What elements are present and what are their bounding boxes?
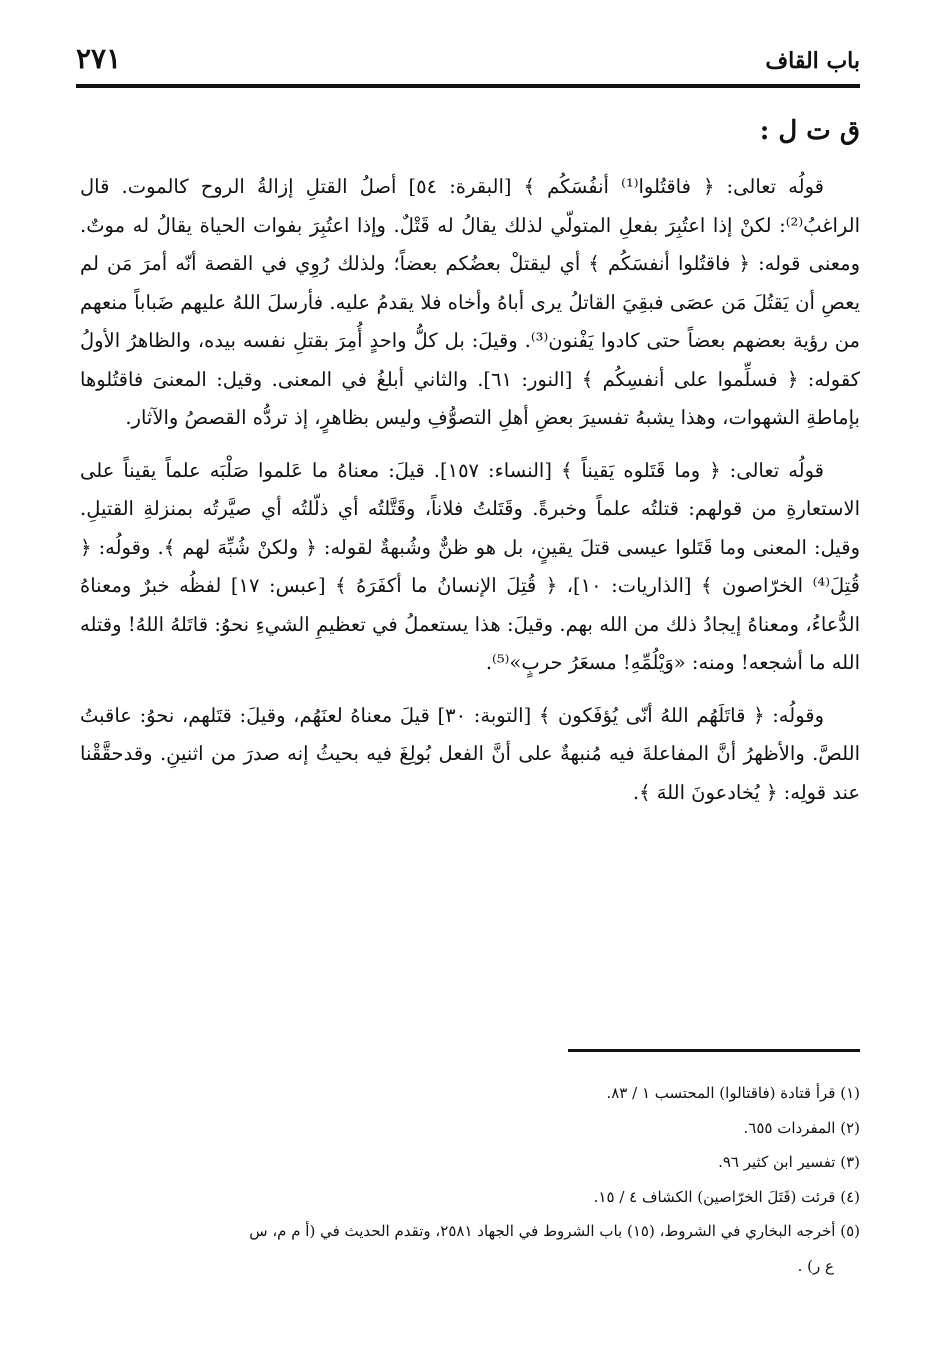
- footnote-3: (٣) تفسير ابن كثير ٩٦.: [718, 1153, 860, 1171]
- main-text: [80, 168, 860, 826]
- footnotes: [80, 1076, 860, 1283]
- paragraph-2-text: قولُه تعالى: ﴿ وما قَتَلوه يَقيناً ﴾ [النساء: ١٥٧]. قيلَ: معناهُ ما عَلموا صَلْبَه علماً يقيناً على الاستعارةِ من قولهم: قتلتُه علماً وخبرةً. وقَتَلتُ فلاناً، وقَتَّلتُه أي ذلّلتُه أي صيَّرتُه بمنزلةِ القتيلِ. وقيل: المعنى وما قَتَلوا عيسى قتلَ يقينٍ، بل هو ظنٌّ وشُبهةٌ لقوله: ﴿ ولكنْ شُبِّهَ لهم ﴾. وقولُه: ﴿ قُتِلَ⁽⁴⁾ الخرّاصون ﴾ [الذاريات: ١٠]، ﴿ قُتِلَ الإنسانُ ما أكفَرَهُ ﴾ [عبس: ١٧] لفظُه خبرٌ ومعناهُ الدُّعاءُ، ومعناهُ إيجادُ ذلك من الله بهم. وقيلَ: هذا يستعملُ في تعظيمِ الشيءِ نحوُ: قاتَلهُ اللهُ! وقتله الله ما أشجعه! ومنه: «وَيْلُمِّهِ! مسعَرُ حربٍ»⁽⁵⁾.: [80, 458, 860, 674]
- paragraph-3-text: وقولُه: ﴿ قاتَلَهُم اللهُ أنّى يُؤفَكون ﴾ [التوبة: ٣٠] قيلَ معناهُ لعنَهُم، وقيلَ: قتَلهم، نحوُ: عاقبتُ اللصَّ. والأظهرُ أنَّ المفاعلةَ فيه مُنبهةٌ على أنَّ الفعل بُولِغَ فيه بحيثُ إنه صدرَ من اثنينِ. وقدحقَّقْنا عند قولِه: ﴿ يُخادعونَ اللهَ ﴾.: [80, 703, 860, 804]
- page-header: [76, 38, 860, 88]
- footnote-1: (١) قرأ قتادة (فاقتالوا) المحتسب ١ / ٨٣.: [606, 1084, 860, 1102]
- page-number: ٢٧١: [76, 42, 122, 75]
- root-heading: ق ت ل :: [759, 116, 860, 146]
- footnote-separator: [568, 1049, 860, 1052]
- chapter-title: باب القاف: [765, 48, 860, 74]
- footnote-5: (٥) أخرجه البخاري في الشروط، (١٥) باب الشروط في الجهاد ٢٥٨١، وتقدم الحديث في (أ م م، س: [249, 1222, 860, 1240]
- paragraph-3: [80, 697, 860, 813]
- paragraph-1-text: قولُه تعالى: ﴿ فاقتُلوا⁽¹⁾ أنفُسَكُم ﴾ [البقرة: ٥٤] أصلُ القتلِ إزالةُ الروح كالموت. قال الراغبُ⁽²⁾: لكنْ إذا اعتُبِرَ بفعلِ المتولّي لذلك يقالُ له قَتْلٌ. وإذا اعتُبِرَ بفوات الحياة يقالُ له موتٌ. ومعنى قوله: ﴿ فاقتُلوا أنفسَكُم ﴾ أي ليقتلْ بعضُكم بعضاً؛ ولذلك رُوِي في القصة أنّه أمرَ مَن لم يعصِ أن يَقتُلَ مَن عصَى فبقِيَ القاتلُ يرى أباهُ وأخاه فلا يقدمُ عليه. فأرسلَ اللهُ عليهم ضَباباً منعهم من رؤية بعضهم بعضاً حتى كادوا يَفْنون⁽³⁾. وقيلَ: بل كلُّ واحدٍ أُمِرَ بقتلِ نفسه بيده، والظاهرُ الأولُ كقوله: ﴿ فسلِّموا على أنفسِكُم ﴾ [النور: ٦١]. والثاني أبلغُ في المعنى. وقيل: المعنىَ فاقتُلوها بإماطةِ الشهوات، وهذا يشبهُ تفسيرَ بعضِ أهلِ التصوُّفِ وليس بظاهرٍ، إذ تردُّه القصصُ والآثار.: [80, 175, 860, 429]
- footnote-5-continuation: ع ر) .: [797, 1256, 834, 1275]
- footnote-4: (٤) قرئت (قَتَلَ الخرّاصين) الكشاف ٤ / ١٥.: [593, 1187, 860, 1206]
- paragraph-1: [80, 168, 860, 438]
- paragraph-2: [80, 452, 860, 683]
- footnote-2: (٢) المفردات ٦٥٥.: [743, 1118, 860, 1137]
